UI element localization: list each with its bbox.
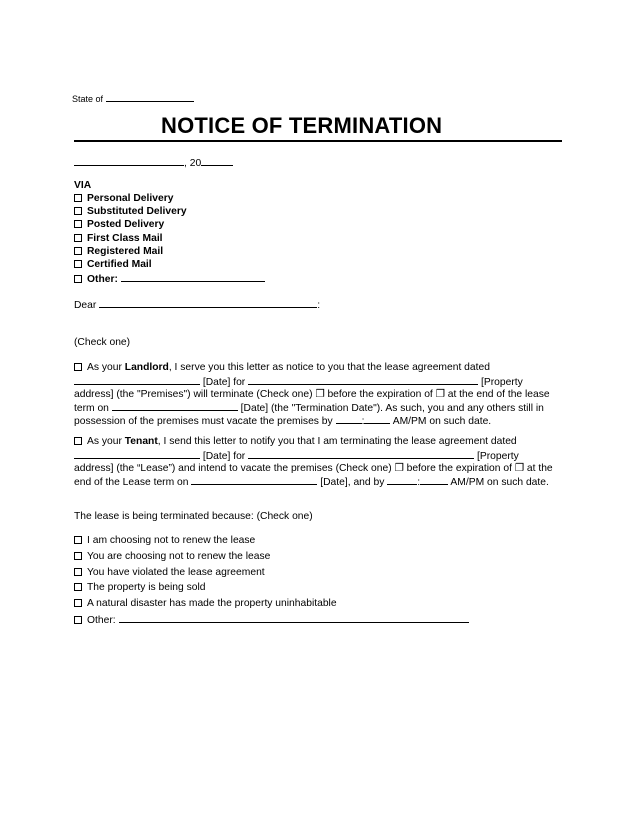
reason-item[interactable] (74, 582, 205, 593)
reason-other-blank[interactable] (119, 613, 469, 623)
landlord-line-2 (74, 375, 523, 388)
checkbox-icon[interactable] (74, 207, 82, 215)
tenant-hour-blank[interactable] (387, 475, 417, 485)
tenant-colon: : (417, 477, 421, 488)
reasons-heading: The lease is being terminated because: (Check one) (74, 511, 313, 522)
landlord-line-5 (74, 414, 491, 427)
landlord-checkbox-icon[interactable] (74, 363, 82, 371)
via-option-label: Other: (87, 274, 118, 285)
reason-label: You are choosing not to renew the lease (87, 551, 271, 562)
checkbox-icon[interactable] (74, 275, 82, 283)
landlord-role: Landlord (124, 362, 169, 373)
tenant-minute-blank[interactable] (420, 475, 448, 485)
tenant-line-1 (74, 436, 517, 447)
via-other-blank[interactable] (121, 272, 265, 282)
landlord-line-4 (74, 401, 544, 414)
salutation-line (74, 298, 320, 311)
via-option-substituted-delivery[interactable] (74, 206, 187, 217)
checkbox-icon[interactable] (74, 616, 82, 624)
landlord-property-blank[interactable] (248, 375, 478, 385)
reason-label: I am choosing not to renew the lease (87, 535, 256, 546)
checkbox-icon[interactable] (74, 552, 82, 560)
state-line (72, 92, 194, 104)
date-suffix: , 20 (184, 158, 202, 169)
via-option-label: Registered Mail (87, 246, 164, 257)
tenant-line-2 (74, 449, 519, 462)
tenant-checkbox-icon[interactable] (74, 437, 82, 445)
checkbox-icon[interactable] (74, 568, 82, 576)
landlord-term-blank[interactable] (112, 401, 238, 411)
checkbox-icon[interactable] (74, 599, 82, 607)
via-option-label: Certified Mail (87, 259, 152, 270)
tenant-term-label: end of the Lease term on (74, 477, 189, 488)
tenant-property-label: [Property (476, 451, 519, 462)
landlord-property-label: [Property (480, 377, 523, 388)
via-option-personal-delivery[interactable] (74, 193, 173, 204)
reason-item[interactable] (74, 551, 270, 562)
tenant-text-pre: As your (87, 436, 125, 447)
dear-end: : (317, 300, 321, 311)
reason-item[interactable] (74, 598, 337, 609)
tenant-role: Tenant (124, 436, 158, 447)
year-blank (201, 156, 233, 166)
title-rule (74, 140, 562, 142)
landlord-ampm-text: AM/PM on such date. (392, 416, 492, 427)
tenant-date-blank[interactable] (74, 449, 200, 459)
reason-item[interactable] (74, 535, 255, 546)
tenant-ampm-text: AM/PM on such date. (450, 477, 549, 488)
landlord-line-3: address] (the "Premises") will terminate (Check one) ❐ before the expiration of ❐ at the end of the lease (74, 389, 550, 400)
via-option-registered-mail[interactable] (74, 246, 163, 257)
landlord-vacate-text: possession of the premises must vacate the premises by (74, 416, 333, 427)
tenant-line-4 (74, 475, 549, 488)
via-heading: VIA (74, 180, 92, 191)
checkbox-icon[interactable] (74, 260, 82, 268)
checkbox-icon[interactable] (74, 536, 82, 544)
via-option-label: Posted Delivery (87, 219, 165, 230)
landlord-date-blank[interactable] (74, 375, 200, 385)
landlord-colon: : (361, 416, 365, 427)
tenant-term-text: [Date], and by (320, 477, 385, 488)
via-option-other[interactable] (74, 272, 265, 285)
via-option-posted-delivery[interactable] (74, 219, 164, 230)
via-option-label: Substituted Delivery (87, 206, 187, 217)
state-blank (106, 92, 194, 102)
reason-label: The property is being sold (87, 582, 206, 593)
reason-label: You have violated the lease agreement (87, 567, 265, 578)
reason-item-other[interactable] (74, 613, 469, 626)
checkbox-icon[interactable] (74, 583, 82, 591)
landlord-text-pre: As your (87, 362, 125, 373)
via-option-label: Personal Delivery (87, 193, 174, 204)
date-line (74, 156, 233, 169)
reason-label: A natural disaster has made the property uninhabitable (87, 598, 337, 609)
reason-item[interactable] (74, 567, 265, 578)
landlord-hour-blank[interactable] (336, 414, 362, 424)
tenant-date-label: [Date] for (202, 451, 246, 462)
checkbox-icon[interactable] (74, 234, 82, 242)
reason-label: Other: (87, 615, 116, 626)
via-option-first-class-mail[interactable] (74, 233, 163, 244)
check-one-label: (Check one) (74, 337, 131, 348)
dear-label: Dear (74, 300, 97, 311)
document-title: NOTICE OF TERMINATION (161, 113, 443, 138)
tenant-line-3: address] (the “Lease”) and intend to vacate the premises (Check one) ❐ before the expiration of ❐ at the (74, 463, 553, 474)
tenant-text-post: , I send this letter to notify you that I am terminating the lease agreement dated (157, 436, 517, 447)
checkbox-icon[interactable] (74, 194, 82, 202)
via-option-certified-mail[interactable] (74, 259, 152, 270)
landlord-minute-blank[interactable] (364, 414, 390, 424)
state-label: State of (72, 94, 104, 104)
checkbox-icon[interactable] (74, 247, 82, 255)
date-blank (74, 156, 184, 166)
landlord-line-1 (74, 362, 490, 373)
tenant-property-blank[interactable] (248, 449, 474, 459)
landlord-text-post: , I serve you this letter as notice to you that the lease agreement dated (168, 362, 490, 373)
tenant-term-blank[interactable] (191, 475, 317, 485)
via-option-label: First Class Mail (87, 233, 163, 244)
landlord-term-text: [Date] (the "Termination Date"). As such, you and any others still in (240, 403, 544, 414)
checkbox-icon[interactable] (74, 220, 82, 228)
dear-blank[interactable] (99, 298, 317, 308)
landlord-date-label: [Date] for (202, 377, 246, 388)
landlord-term-label: term on (74, 403, 109, 414)
